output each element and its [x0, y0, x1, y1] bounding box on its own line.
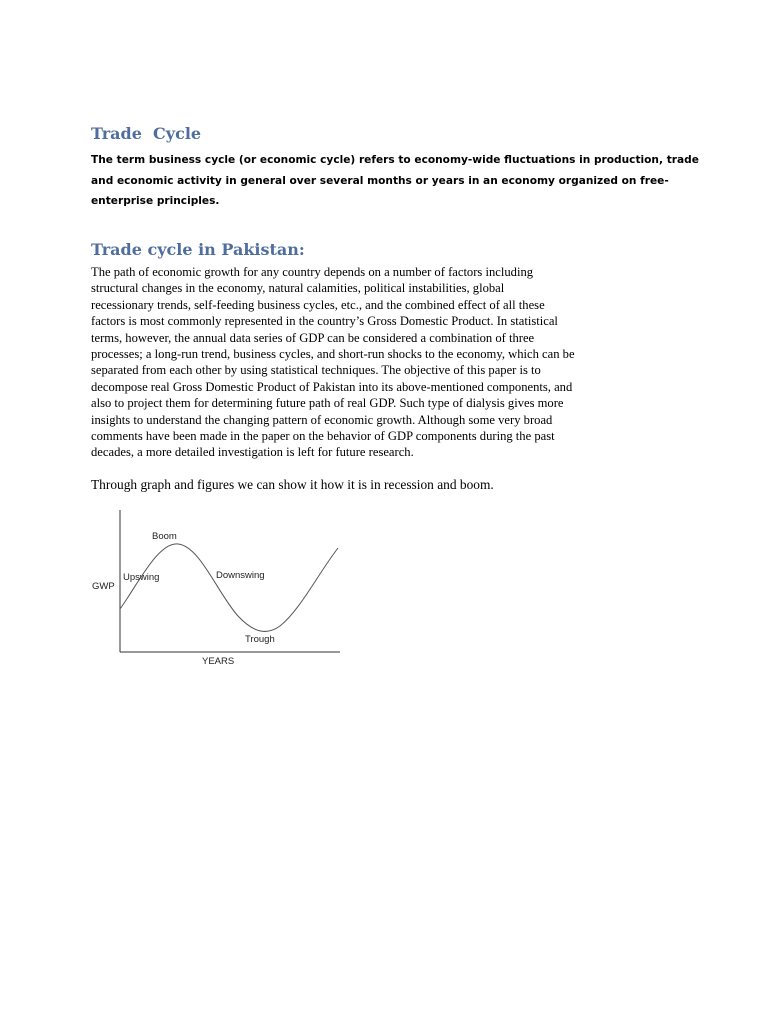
- paragraph-line: insights to understand the changing pattern of economic growth. Although some very broad: [91, 412, 553, 427]
- paragraph-line: separated from each other by using statistical techniques. The objective of this paper is to: [91, 363, 541, 378]
- intro-line: enterprise principles.: [91, 195, 220, 207]
- pakistan-paragraph: [91, 264, 651, 461]
- paragraph-line: terms, however, the annual data series of GDP can be considered a combination of three: [91, 330, 535, 345]
- paragraph-line: processes; a long-run trend, business cycles, and short-run shocks to the economy, which can be: [91, 347, 575, 362]
- paragraph-line: decades, a more detailed investigation is left for future research.: [91, 445, 414, 460]
- closing-sentence: Through graph and figures we can show it how it is in recession and boom.: [91, 477, 494, 492]
- paragraph-line: structural changes in the economy, natural calamities, political instabilities, global: [91, 281, 505, 296]
- paragraph-line: The path of economic growth for any country depends on a number of factors including: [91, 265, 534, 279]
- paragraph-line: factors is most commonly represented in the country’s Gross Domestic Product. In statistical: [91, 314, 558, 329]
- cycle-curve: [120, 544, 338, 632]
- heading-trade-cycle: Trade Cycle: [91, 124, 202, 143]
- label-upswing: Upswing: [123, 572, 160, 583]
- label-x-axis: YEARS: [202, 656, 235, 667]
- paragraph-line: comments have been made in the paper on the behavior of GDP components during the past: [91, 429, 555, 444]
- trade-cycle-diagram: [88, 504, 348, 674]
- heading-trade-cycle-pakistan: Trade cycle in Pakistan:: [91, 240, 305, 259]
- intro-line: The term business cycle (or economic cycle) refers to economy-wide fluctuations in production, trade: [91, 154, 699, 166]
- trade-cycle-figure: [88, 504, 348, 674]
- label-trough: Trough: [245, 634, 275, 645]
- intro-paragraph: [91, 150, 699, 212]
- paragraph-line: recessionary trends, self-feeding business cycles, etc., and the combined effect of all these: [91, 297, 545, 312]
- label-downswing: Downswing: [216, 570, 265, 581]
- paragraph-line: also to project them for determining future path of real GDP. Such type of dialysis gives more: [91, 396, 564, 411]
- label-boom: Boom: [152, 531, 177, 542]
- paragraph-line: decompose real Gross Domestic Product of Pakistan into its above-mentioned components, and: [91, 379, 573, 394]
- intro-line: and economic activity in general over several months or years in an economy organized on free-: [91, 174, 669, 187]
- label-y-axis: GWP: [92, 581, 115, 592]
